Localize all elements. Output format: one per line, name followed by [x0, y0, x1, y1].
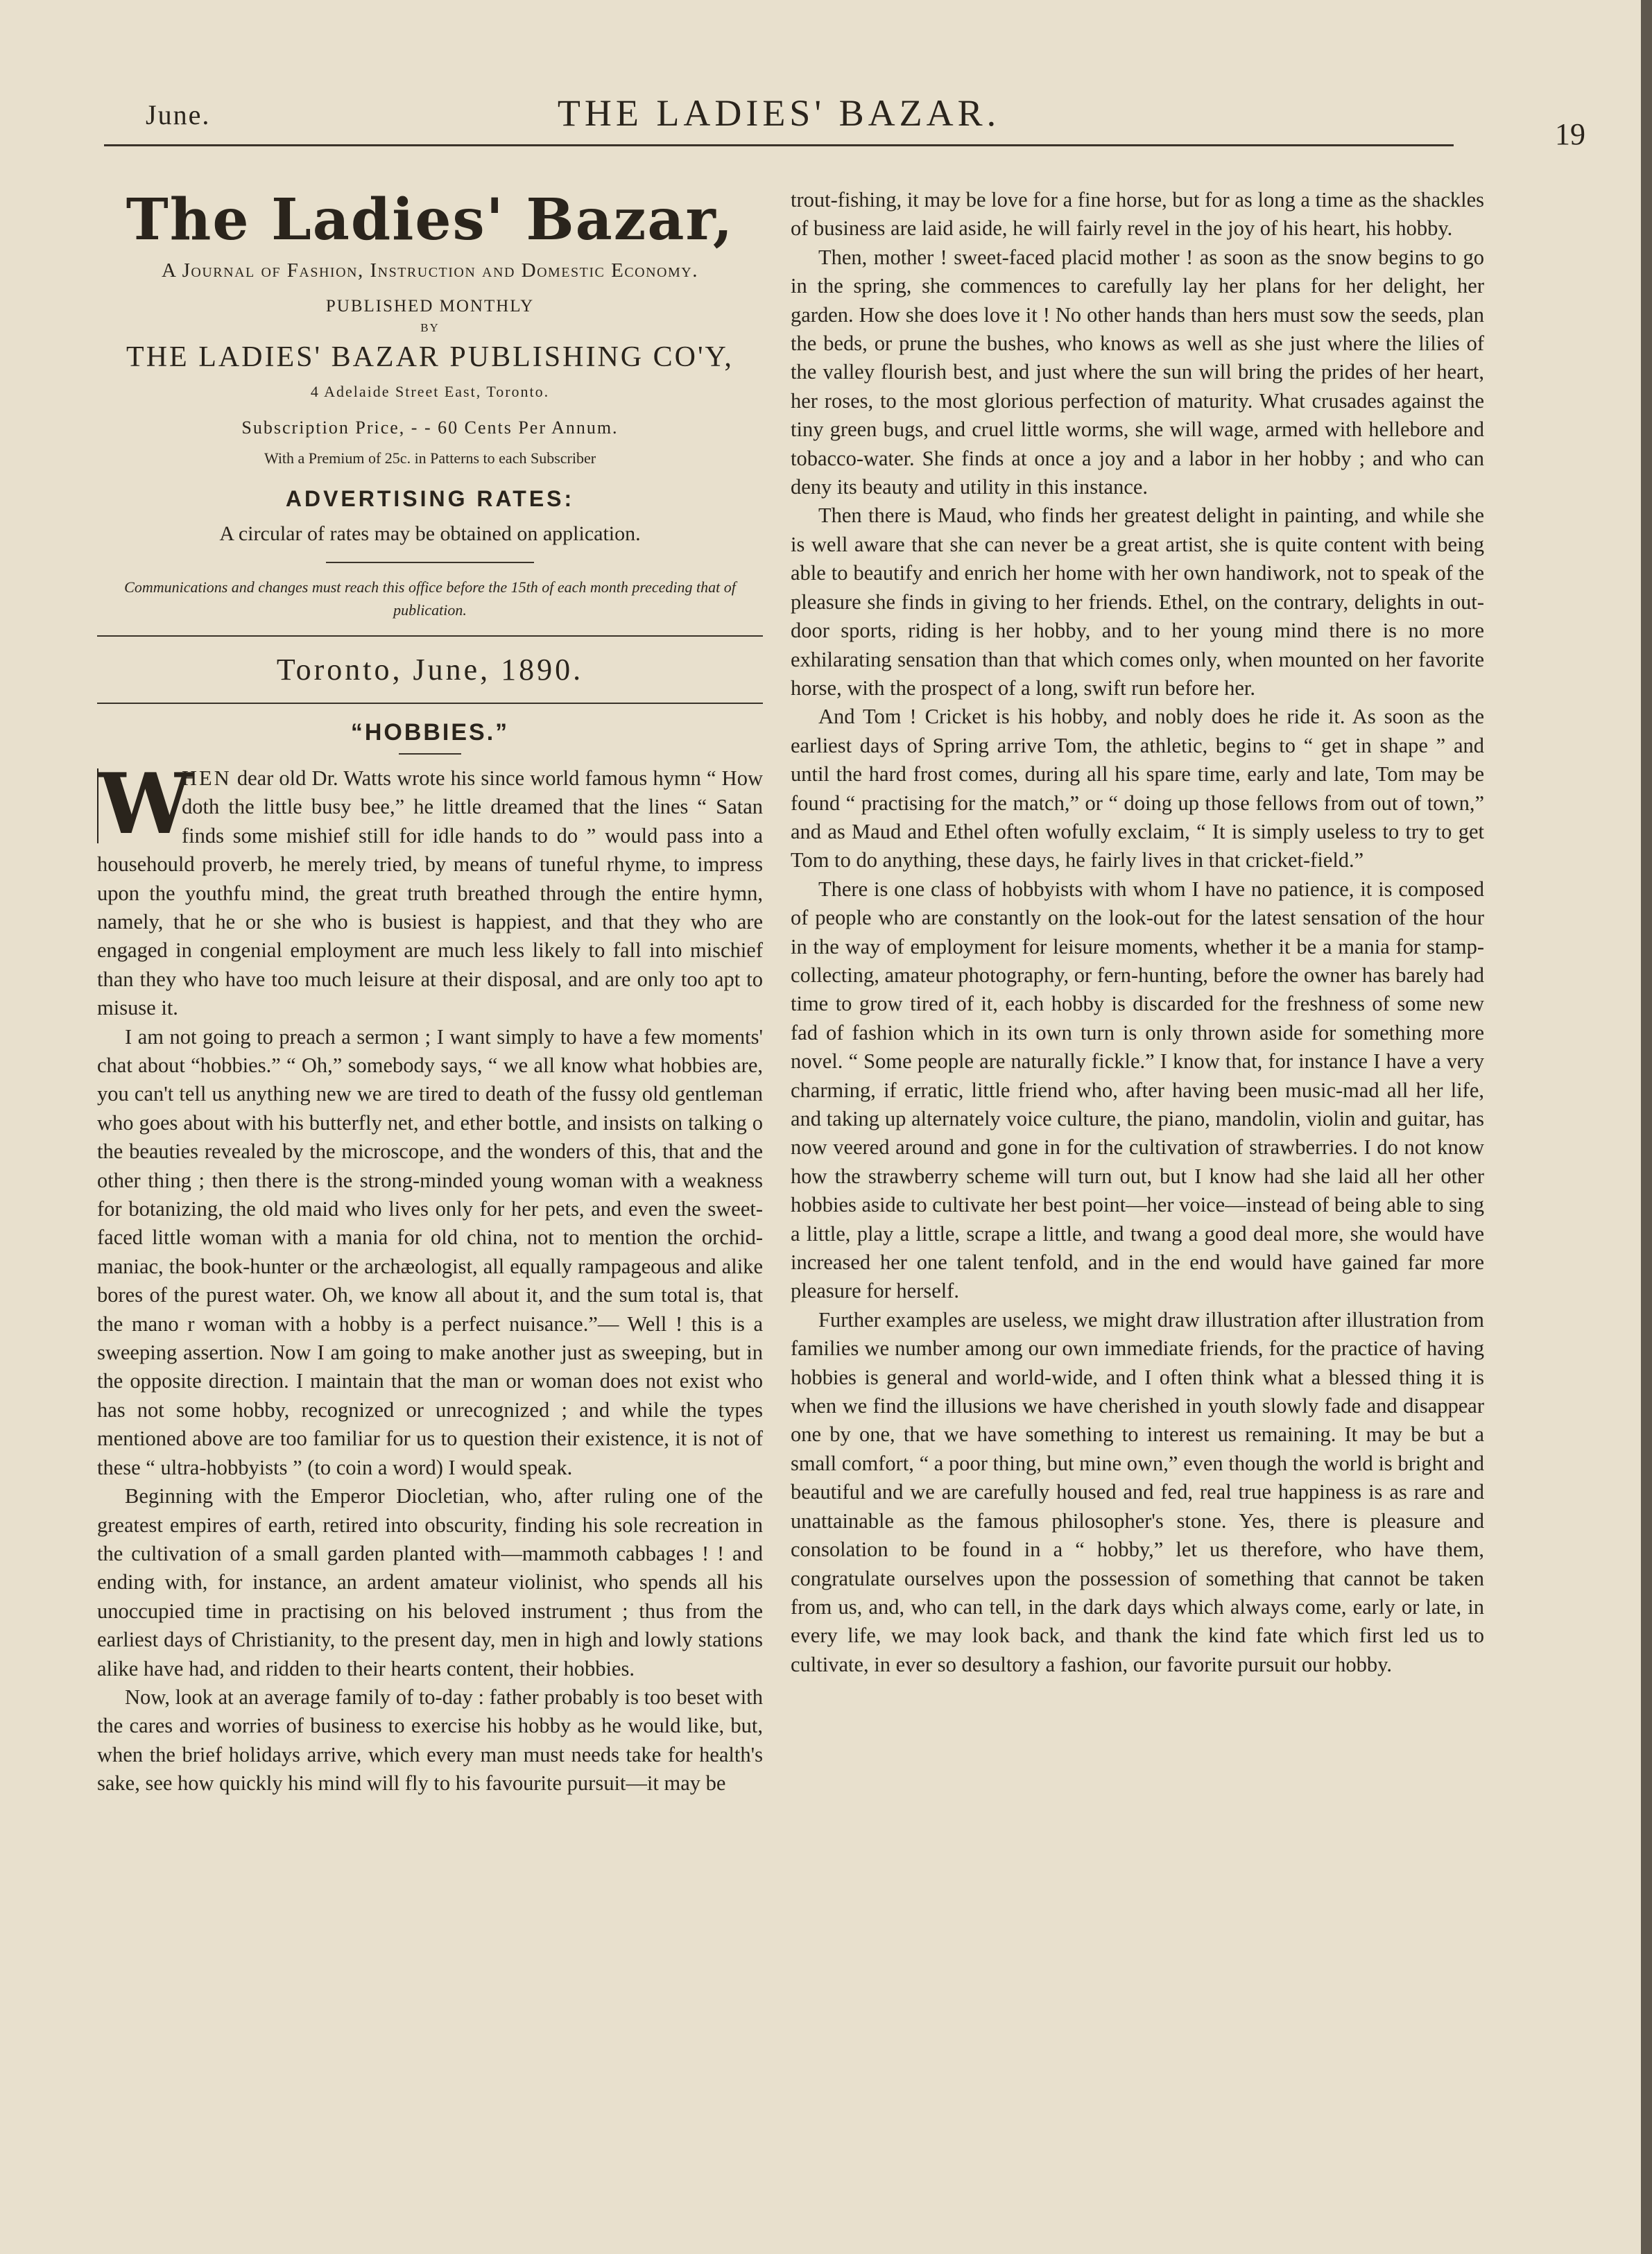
- article-paragraph: I am not going to preach a sermon ; I want simply to have a few moments' chat about “hobbies.” “ Oh,” somebody says, “ we all know what hobbies are, you can't tell us anything new we are tired to death of the fussy old gentleman who goes about with his butterfly net, and ether bottle, and insists on talking o the beauties revealed by the microscope, and the wonders of this, that and the other thing ; then there is the strong-minded young woman with a weakness for botanizing, the old maid who lives only for her pets, and even the sweet-faced little woman with a mania for old china, not to mention the orchid-maniac, the book-hunter or the archæologist, all equally rampageous and alike bores of the purest water. Oh, we know all about it, and the sum total is, that the mano r woman with a hobby is a perfect nuisance.”— Well ! this is a sweeping assertion. Now I am going to make another just as sweeping, but in the opposite direction. I maintain that the man or woman does not exist who has not some hobby, recognized or unrecognized ; and while the types mentioned above are too familiar for us to question their existence, it is not of these “ ultra-hobbyists ” (to coin a word) I would speak.: [97, 1024, 763, 1479]
- running-head: [104, 89, 1585, 151]
- published-monthly: PUBLISHED MONTHLY: [325, 297, 535, 316]
- article-paragraph: Further examples are useless, we might draw illustration after illustration from families we number among our own immediate friends, for the practice of having hobbies is general and world-wide, and I often think what a blessed thing it is when we find the illusions we have cherished in youth slowly fade and disappear one by one, that we have something to interest us remaining. It may be but a small comfort, “ a poor thing, but mine own,” even though the world is bright and beautiful and we are carefully housed and fed, real true happiness is as rare and unattainable as the famous philosopher's stone. Yes, there is pleasure and consolation to be found in a “ hobby,” let us therefore, who have them, congratulate ourselves upon the possession of something that cannot be taken from us, and, who can tell, in the dark days which always come, early or late, in every life, we may look back, and thank the kind fate which first led us to cultivate, in ever so desultory a fashion, our favorite pursuit our hobby.: [791, 1307, 1484, 1676]
- article-paragraph: Then there is Maud, who finds her greatest delight in painting, and while she is well aware that she can never be a great artist, she is quite content with being able to beautify and enrich her home with her own handiwork, not to speak of the pleasure she finds in giving to her friends. Ethel, on the contrary, delights in out-door sports, riding is her hobby, and to her young mind there is no more exhilarating sensation than that which comes only, when mounted on her favorite horse, with the prospect of a long, swift run before her.: [791, 504, 1484, 700]
- by-line: BY: [420, 320, 440, 334]
- running-head-title: THE LADIES' BAZAR.: [557, 92, 1001, 134]
- masthead-title: The Ladies' Bazar,: [126, 187, 734, 253]
- article-paragraph: Beginning with the Emperor Diocletian, who, after ruling one of the greatest empires of earth, retired into obscurity, finding his sole recreation in the cultivation of a small garden planted with—mammoth cabbages ! ! and ending with, for instance, an ardent amateur violinist, who spends all his unoccupied time in practising on his beloved instrument ; thus from the earliest days of Christianity, to the present day, men in high and lowly stations alike have had, and ridden to their hearts content, their hobbies.: [97, 1484, 763, 1680]
- right-column: [791, 186, 1484, 1679]
- divider: [97, 635, 763, 637]
- masthead-subtitle: A Journal of Fashion, Instruction and Domestic Economy.: [162, 259, 698, 282]
- article-paragraph: And Tom ! Cricket is his hobby, and nobly does he ride it. As soon as the earliest days of Spring arrive Tom, the athletic, begins to “ get in shape ” and until the hard frost comes, during all his spare time, early and late, Tom may be found “ practising for the match,” or “ doing up those fellows from out of town,” and as Maud and Ethel often wofully exclaim, “ It is simply useless to try to get Tom to do anything, these days, he fairly lives in that cricket-field.”: [791, 705, 1484, 872]
- short-divider: [326, 562, 534, 563]
- left-column: [97, 186, 763, 1798]
- article-paragraph: [97, 755, 763, 1023]
- page-number: 19: [1555, 117, 1585, 151]
- advertising-heading: ADVERTISING RATES:: [285, 485, 575, 511]
- publisher-name: THE LADIES' BAZAR PUBLISHING CO'Y,: [126, 341, 734, 373]
- short-divider: [399, 753, 461, 755]
- subscription-price: Subscription Price, - - 60 Cents Per Annum.: [241, 417, 619, 438]
- dateline: Toronto, June, 1890.: [276, 653, 584, 687]
- drop-cap: W: [98, 755, 192, 853]
- run-in-text: HEN: [182, 766, 232, 790]
- article-title: “HOBBIES.”: [350, 719, 510, 746]
- running-head-month: June.: [146, 99, 211, 130]
- divider: [97, 703, 763, 704]
- article-paragraph: Then, mother ! sweet-faced placid mother ! as soon as the snow begins to go in the spring, she commences to carefully lay her plans for her delight, her garden. How she does love it ! No other hands than hers must sow the seeds, plan the beds, or prune the bushes, who knows as well as she just where the lilies of the valley flourish best, and just where the sun will bring the prides of her heart, her roses, to the most glorious perfection of maturity. What crusades against the tiny green bugs, and cruel little worms, she will wage, armed with hellebore and tobacco-water. She finds at once a joy and a labor in her hobby ; and who can deny its beauty and utility in this instance.: [791, 245, 1484, 499]
- publisher-address: 4 Adelaide Street East, Toronto.: [310, 383, 550, 401]
- masthead: [97, 189, 763, 755]
- article-paragraph: There is one class of hobbyists with whom I have no patience, it is composed of people who are constantly on the look-out for the latest sensation of the hour in the way of employment for leisure moments, whether it be a mania for stamp-collecting, amateur photography, or fern-hunting, before the owner has barely had time to grow tired of it, each hobby is discarded for the freshness of some new fad of fashion which in its own turn is only thrown aside for something more novel. “ Some people are naturally fickle.” I know that, for instance I have a very charming, if erratic, little friend who, after having been music-mad all her life, and taking up alternately voice culture, the piano, mandolin, violin and guitar, has now veered around and gone in for the cultivation of strawberries. I do not know how the strawberry scheme will turn out, but I know had she laid all her other hobbies aside to cultivate her best point—her voice—instead of being able to sing a little, play a little, scrape a little, and twang a good deal more, she would have increased her one talent tenfold, and in the end would have gained far more pleasure for herself.: [791, 877, 1484, 1303]
- advertising-text: A circular of rates may be obtained on application.: [219, 522, 641, 545]
- article-paragraph: trout-fishing, it may be love for a fine horse, but for as long a time as the shackles of business are laid aside, he will fairly revel in the joy of his heart, his hobby.: [791, 188, 1484, 241]
- premium-note: With a Premium of 25c. in Patterns to each Subscriber: [264, 449, 596, 467]
- page-edge: [1641, 0, 1652, 2254]
- communications-notice: Communications and changes must reach this office before the 15th of each month preceding that of publication.: [124, 578, 736, 619]
- paragraph-text: dear old Dr. Watts wrote his since world famous hymn “ How doth the little busy bee,” he little dreamed that the lines “ Satan finds some mishief still for idle hands to do ” would pass into a househould proverb, he merely tried, by means of tuneful rhyme, to impress upon the youthfu mind, the great truth breathed through the entire hymn, namely, that he or she who is busiest is happiest, and that they who are engaged in congenial employment are much less likely to fall into mischief than they who have too much leisure at their disposal, and are only too apt to misuse it.: [97, 766, 763, 1020]
- article-paragraph: Now, look at an average family of to-day : father probably is too beset with the cares and worries of business to exercise his hobby as he would like, but, when the brief holidays arrive, which every man must needs take for health's sake, see how quickly his mind will fly to his favourite pursuit—it may be: [97, 1685, 763, 1796]
